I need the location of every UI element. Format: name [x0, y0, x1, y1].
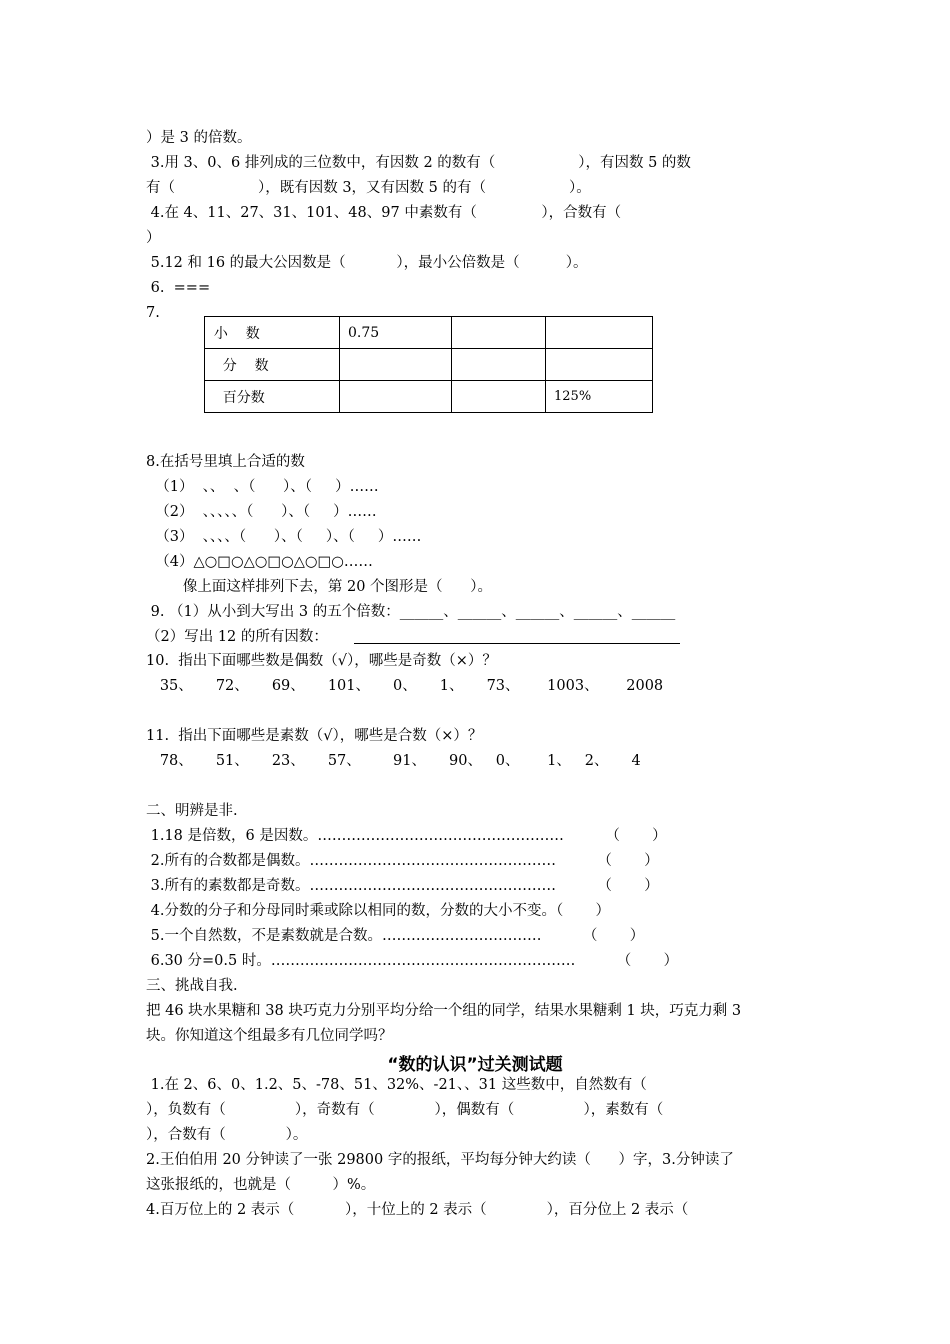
true-false-item: 2.所有的合数都是偶数。…………………………………………… （ ）: [146, 853, 659, 869]
question-5: 5.12 和 16 的最大公因数是（ ），最小公倍数是（ ）。: [146, 255, 588, 271]
text-line: 78、 51、 23、 57、 91、 90、 0、 1、 2、 4: [146, 753, 641, 769]
table-cell: [546, 349, 653, 381]
conversion-table: [204, 316, 653, 413]
question-2: 2.王伯伯用 20 分钟读了一张 29800 字的报纸，平均每分钟大约读（ ）字，3.分钟读了: [146, 1152, 734, 1168]
table-cell: [452, 317, 546, 349]
table-cell: 百分数: [205, 381, 340, 413]
question-4: 4.在 4、11、27、31、101、48、97 中素数有（ ），合数有（: [146, 205, 622, 221]
question-6: 6. ===: [146, 280, 211, 296]
question-7: 7.: [146, 305, 160, 321]
text-line: （3） 、、、、（ ）、（ ）、（ ）……: [146, 529, 422, 545]
table-row: [205, 317, 653, 349]
table-cell: [340, 381, 452, 413]
section-heading: 三、挑战自我.: [146, 978, 238, 994]
text-line: （1） 、、 、（ ）、（ ）……: [146, 479, 379, 495]
text-line: （4）△○□○△○□○△○□○……: [146, 554, 373, 570]
table-row: [205, 381, 653, 413]
question-1: 1.在 2、6、0、1.2、5、-78、51、32%、-21、、31 这些数中，自然数有（: [146, 1077, 647, 1093]
question-10: 10. 指出下面哪些数是偶数（√），哪些是奇数（×）？: [146, 653, 497, 669]
text-line: 有（ ），既有因数 3，又有因数 5 的有（ ）。: [146, 180, 591, 196]
true-false-item: 1.18 是倍数，6 是因数。…………………………………………… （ ）: [146, 828, 667, 844]
text-line: 像上面这样排列下去，第 20 个图形是（ ）。: [146, 579, 492, 595]
true-false-item: 5.一个自然数，不是素数就是合数。…………………………… （ ）: [146, 928, 645, 944]
table-cell: [452, 381, 546, 413]
text-line: 35、 72、 69、 101、 0、 1、 73、 1003、 2008: [146, 678, 664, 694]
text-line: （2）写出 12 的所有因数：: [146, 629, 328, 645]
table-cell: [340, 349, 452, 381]
section-heading: 二、明辨是非.: [146, 803, 238, 819]
test-title: “数的认识”过关测试题: [387, 1055, 563, 1075]
question-11: 11. 指出下面哪些是素数（√），哪些是合数（×）？: [146, 728, 483, 744]
table-cell: 0.75: [340, 317, 452, 349]
question-8: 8.在括号里填上合适的数: [146, 454, 305, 470]
table-cell: 小 数: [205, 317, 340, 349]
text-line: 这张报纸的，也就是（ ）%。: [146, 1177, 376, 1193]
answer-underline: [354, 643, 680, 644]
table-row: [205, 349, 653, 381]
question-3: 3.用 3、0、6 排列成的三位数中，有因数 2 的数有（ ），有因数 5 的数: [146, 155, 691, 171]
text-line: ）: [146, 230, 161, 246]
text-line: 块。你知道这个组最多有几位同学吗？: [146, 1028, 393, 1044]
table-cell: [546, 317, 653, 349]
table-cell: 125%: [546, 381, 653, 413]
question-4: 4.百万位上的 2 表示（ ），十位上的 2 表示（ ），百分位上 2 表示（: [146, 1202, 689, 1218]
text-line: ），负数有（ ），奇数有（ ），偶数有（ ），素数有（: [146, 1102, 664, 1118]
true-false-item: 6.30 分=0.5 时。……………………………………………………… （ ）: [146, 953, 679, 969]
true-false-item: 3.所有的素数都是奇数。…………………………………………… （ ）: [146, 878, 659, 894]
table-cell: 分 数: [205, 349, 340, 381]
text-line: ）是 3 的倍数。: [146, 130, 252, 146]
text-line: ），合数有（ ）。: [146, 1127, 308, 1143]
table-cell: [452, 349, 546, 381]
true-false-item: 4.分数的分子和分母同时乘或除以相同的数，分数的大小不变。（ ）: [146, 903, 610, 919]
text-line: （2） 、、、、、（ ）、（ ）……: [146, 504, 377, 520]
text-line: 把 46 块水果糖和 38 块巧克力分别平均分给一个组的同学，结果水果糖剩 1 块，巧克力剩 3: [146, 1003, 742, 1019]
question-9: 9. （1）从小到大写出 3 的五个倍数：______、______、______、______、______: [146, 604, 676, 620]
